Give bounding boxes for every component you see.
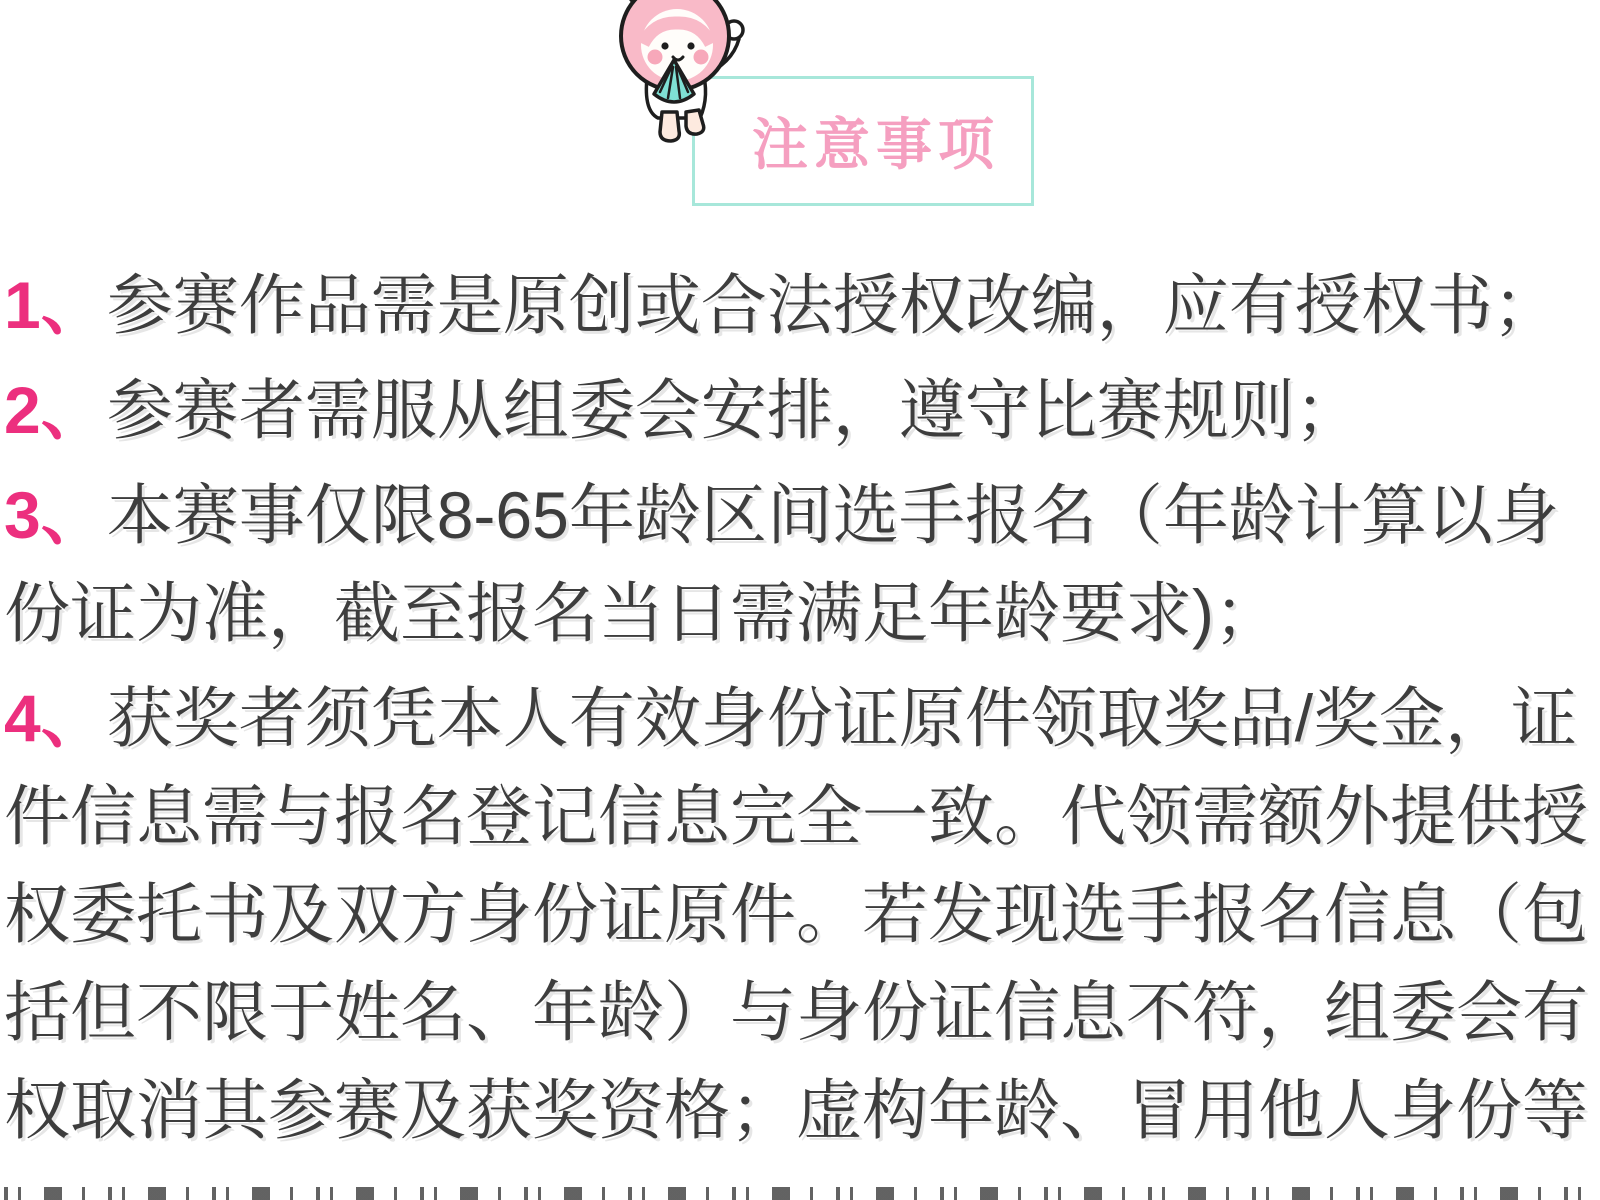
item-number: 2、 (4, 373, 107, 447)
header (0, 0, 1600, 212)
notes-list (0, 256, 1596, 1159)
note-item-3 (4, 466, 1596, 662)
item-text: 本赛事仅限8-65年龄区间选手报名（年龄计算以身份证为准，截至报名当日需满足年龄要求)； (4, 478, 1559, 650)
item-number: 1、 (4, 268, 107, 342)
note-item-4 (4, 669, 1596, 1159)
note-item-2 (4, 361, 1596, 459)
item-text: 参赛作品需是原创或合法授权改编，应有授权书； (106, 268, 1559, 342)
note-item-1 (4, 256, 1596, 354)
page-title: 注意事项 (752, 113, 1000, 176)
item-text: 获奖者须凭本人有效身份证原件领取奖品/奖金，证件信息需与报名登记信息完全一致。代领需额外提供授权委托书及双方身份证原件。若发现选手报名信息（包括但不限于姓名、年龄）与身份证信息不符，组委会有权取消其参赛及获奖资格；虚构年龄、冒用他人身份等 (4, 681, 1588, 1147)
mascot-girl-illustration (602, 0, 758, 154)
clipped-text-line-fragment (4, 1187, 1590, 1200)
item-text: 参赛者需服从组委会安排，遵守比赛规则； (106, 373, 1361, 447)
girl-with-shell-icon (602, 0, 758, 154)
item-number: 4、 (4, 681, 107, 755)
item-number: 3、 (4, 478, 107, 552)
